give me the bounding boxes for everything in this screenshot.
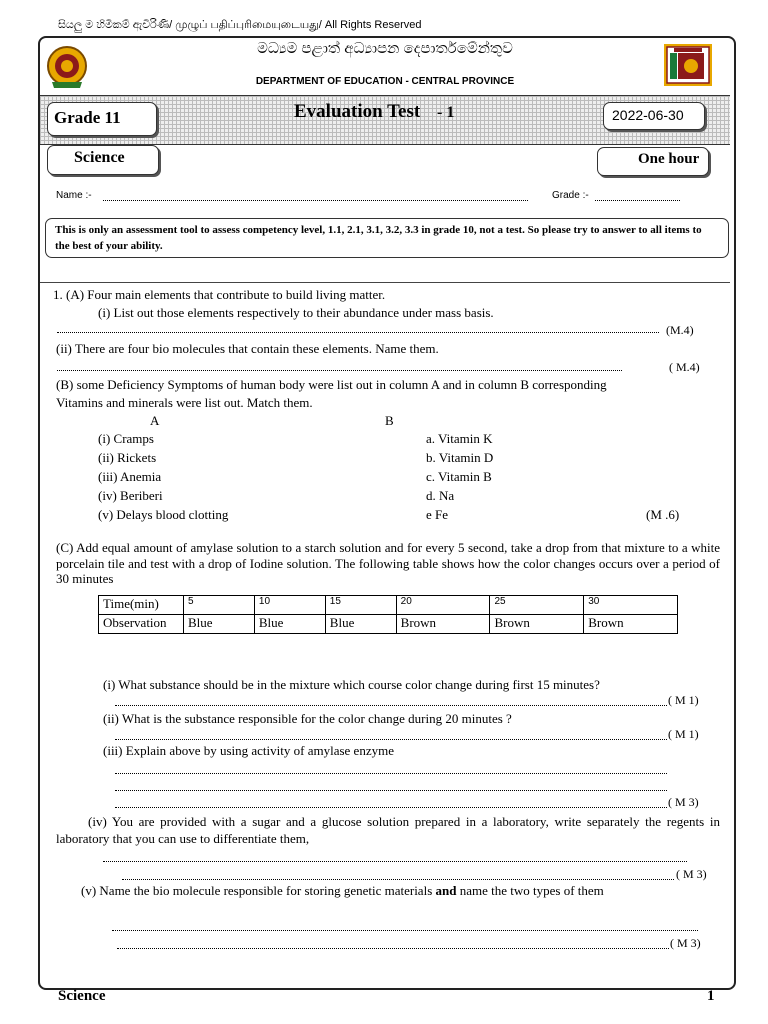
mark-label: ( M 3) <box>676 867 707 881</box>
column-b-heading: B <box>385 413 394 428</box>
table-cell: Brown <box>396 615 490 634</box>
q1-c-v <box>81 883 604 899</box>
sinhala-title: මධ්‍යම පළාත් අධ්‍යාපන දෙපාර්තමේන්තුව <box>257 40 513 57</box>
answer-line[interactable] <box>122 879 674 880</box>
date-box <box>603 102 705 130</box>
answer-line[interactable] <box>57 332 659 333</box>
student-grade-label: Grade :- <box>552 190 589 201</box>
mark-label: ( M 1) <box>668 727 699 741</box>
page-number: 1 <box>707 988 715 1004</box>
duration-label: One hour <box>638 151 700 167</box>
copyright-notice: සියලු ම හිමිකම් ඇවිරිණි/ முழுப் பதிப்புரிமையுடையது/ All Rights Reserved <box>58 19 422 31</box>
table-cell: 10 <box>254 596 325 615</box>
q1-c-ii: (ii) What is the substance responsible for the color change during 20 minutes ? <box>103 711 512 726</box>
mark-label: ( M 3) <box>668 795 699 809</box>
answer-line[interactable] <box>115 739 667 740</box>
q1-b-intro: (B) some Deficiency Symptoms of human body were list out in column A and in column B corresponding <box>56 377 607 392</box>
q1-a-ii: (ii) There are four bio molecules that contain these elements. Name them. <box>56 341 439 356</box>
header <box>40 38 730 94</box>
list-item: (iv) Beriberi <box>98 488 163 503</box>
q1-c-iv: (iv) You are provided with a sugar and a glucose solution prepared in a laboratory, write separately the regents in laboratory that you can use to differentiate them, <box>56 814 720 846</box>
department-title: DEPARTMENT OF EDUCATION - CENTRAL PROVINCE <box>255 76 515 87</box>
table-cell: Blue <box>325 615 396 634</box>
answer-line[interactable] <box>57 370 622 371</box>
divider <box>40 282 730 283</box>
subject-box <box>47 145 159 175</box>
q1-c-iii: (iii) Explain above by using activity of amylase enzyme <box>103 743 394 758</box>
subject-label: Science <box>74 149 125 166</box>
q1-c-i: (i) What substance should be in the mixture which course color change during first 15 minutes? <box>103 677 600 692</box>
q1-c-v-text: (v) Name the bio molecule responsible for storing genetic materials <box>81 883 433 898</box>
table-row <box>99 596 678 615</box>
q1-c-v-text-end: name the two types of them <box>459 883 604 898</box>
mark-label: ( M 1) <box>668 693 699 707</box>
table-cell: 20 <box>396 596 490 615</box>
mark-label: ( M.4) <box>669 360 700 374</box>
table-cell: 15 <box>325 596 396 615</box>
answer-line[interactable] <box>115 705 667 706</box>
grade-box <box>47 102 157 136</box>
notice-text: This is only an assessment tool to assess competency level, 1.1, 2.1, 3.1, 3.2, 3.3 in grade 10, not a test. So please try to answer to all items to the best of your ability. <box>55 224 702 252</box>
test-number: - 1 <box>437 104 455 121</box>
table-cell: 25 <box>490 596 584 615</box>
provincial-flag-icon <box>664 44 712 86</box>
mark-label: (M.4) <box>666 323 694 337</box>
list-item: d. Na <box>426 488 455 503</box>
test-title: Evaluation Test <box>294 101 421 122</box>
q1-c-intro: (C) Add equal amount of amylase solution to a starch solution and for every 5 second, take a drop from that mixture to a white porcelain tile and test with a drop of Iodine solution. The following table shows how the color changes occurs over a period of 30 minutes <box>56 540 720 586</box>
notice-box <box>45 218 729 258</box>
list-item: (v) Delays blood clotting <box>98 507 229 522</box>
test-date: 2022-06-30 <box>612 107 684 123</box>
answer-line[interactable] <box>115 773 667 774</box>
q1-b-intro-2: Vitamins and minerals were list out. Match them. <box>56 395 313 410</box>
answer-line[interactable] <box>112 930 698 931</box>
answer-line[interactable] <box>115 807 667 808</box>
observation-table <box>98 595 678 634</box>
table-cell: 5 <box>184 596 255 615</box>
table-cell: 30 <box>584 596 678 615</box>
name-label: Name :- <box>56 190 92 201</box>
q1-c-v-and: and <box>435 883 457 898</box>
footer-subject: Science <box>58 988 106 1004</box>
answer-line[interactable] <box>115 790 667 791</box>
list-item: c. Vitamin B <box>426 469 492 484</box>
table-cell: Blue <box>254 615 325 634</box>
table-header-cell: Observation <box>99 615 184 634</box>
name-field[interactable] <box>103 200 528 201</box>
table-header-cell: Time(min) <box>99 596 184 615</box>
table-row <box>99 615 678 634</box>
q1-a-intro: 1. (A) Four main elements that contribute to build living matter. <box>53 287 386 302</box>
duration-box <box>597 147 709 176</box>
q1-a-i: (i) List out those elements respectively to their abundance under mass basis. <box>98 305 494 320</box>
table-cell: Brown <box>584 615 678 634</box>
list-item: (i) Cramps <box>98 431 154 446</box>
grade-label: Grade 11 <box>54 108 121 127</box>
answer-line[interactable] <box>117 948 669 949</box>
list-item: e Fe <box>426 507 449 522</box>
table-cell: Brown <box>490 615 584 634</box>
list-item: (ii) Rickets <box>98 450 157 465</box>
list-item: b. Vitamin D <box>426 450 494 465</box>
column-a-heading: A <box>150 413 160 428</box>
mark-label: (M .6) <box>646 507 680 522</box>
student-grade-field[interactable] <box>595 200 680 201</box>
list-item: (iii) Anemia <box>98 469 162 484</box>
mark-label: ( M 3) <box>670 936 701 950</box>
answer-line[interactable] <box>103 861 687 862</box>
list-item: a. Vitamin K <box>426 431 493 446</box>
table-cell: Blue <box>184 615 255 634</box>
